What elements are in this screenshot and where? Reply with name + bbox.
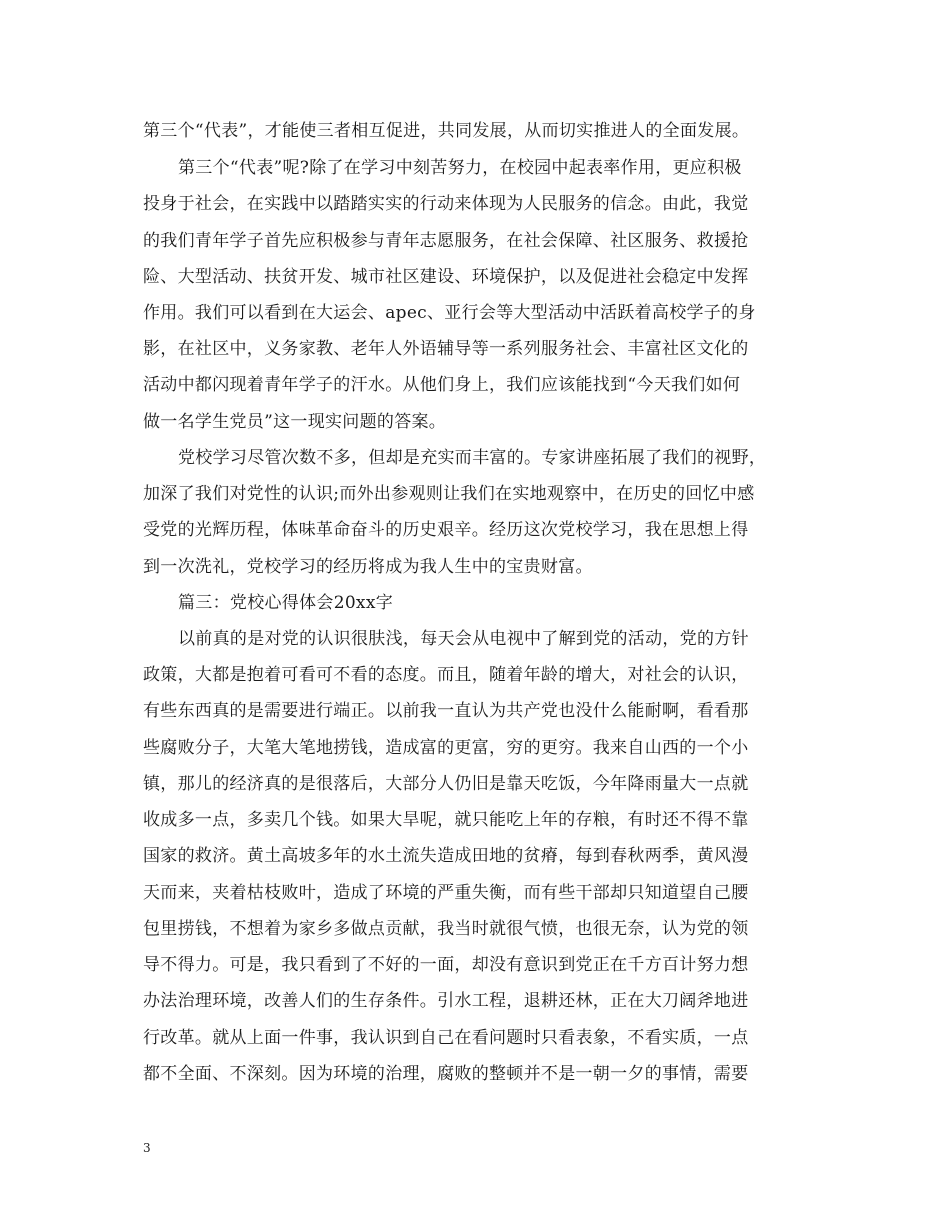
- text-line: 国家的救济。黄土高坡多年的水土流失造成田地的贫瘠，每到春秋两季，黄风漫: [143, 846, 749, 866]
- text-line: 天而来，夹着枯枝败叶，造成了环境的严重失衡，而有些干部却只知道望自己腰: [143, 883, 749, 903]
- text-line: 办法治理环境，改善人们的生存条件。引水工程，退耕还林，正在大刀阔斧地进: [143, 991, 749, 1011]
- text-line: 受党的光辉历程，体味革命奋斗的历史艰辛。经历这次党校学习，我在思想上得: [143, 520, 749, 540]
- text-line: 行改革。就从上面一件事，我认识到自己在看问题时只看表象，不看实质，一点: [143, 1028, 749, 1048]
- text-line: 影，在社区中，义务家教、老年人外语辅导等一系列服务社会、丰富社区文化的: [143, 339, 749, 359]
- text-line: 有些东西真的是需要进行端正。以前我一直认为共产党也没什么能耐啊，看看那: [143, 701, 749, 721]
- text-line: 都不全面、不深刻。因为环境的治理，腐败的整顿并不是一朝一夕的事情，需要: [143, 1064, 749, 1084]
- paragraph-start-line: 以前真的是对党的认识很肤浅，每天会从电视中了解到党的活动，党的方针: [178, 629, 749, 649]
- text-line: 到一次洗礼，党校学习的经历将成为我人生中的宝贵财富。: [143, 557, 593, 577]
- text-line: 收成多一点，多卖几个钱。如果大旱呢，就只能吃上年的存粮，有时还不得不靠: [143, 810, 749, 830]
- text-line: 镇，那儿的经济真的是很落后，大部分人仍旧是靠天吃饭，今年降雨量大一点就: [143, 774, 749, 794]
- text-line: 作用。我们可以看到在大运会、apec、亚行会等大型活动中活跃着高校学子的身: [143, 303, 756, 323]
- text-line: 险、大型活动、扶贫开发、城市社区建设、环境保护，以及促进社会稳定中发挥: [143, 267, 749, 287]
- text-line: 第三个“代表”，才能使三者相互促进，共同发展，从而切实推进人的全面发展。: [143, 121, 750, 141]
- text-line: 加深了我们对党性的认识;而外出参观则让我们在实地观察中，在历史的回忆中感: [143, 484, 755, 504]
- paragraph-start-line: 第三个“代表”呢?除了在学习中刻苦努力，在校园中起表率作用，更应积极: [178, 158, 742, 178]
- text-line: 的我们青年学子首先应积极参与青年志愿服务，在社会保障、社区服务、救援抢: [143, 231, 749, 251]
- text-line: 政策，大都是抱着可看可不看的态度。而且，随着年龄的增大，对社会的认识，: [143, 665, 749, 685]
- text-line: 包里捞钱，不想着为家乡多做点贡献，我当时就很气愤，也很无奈，认为党的领: [143, 919, 749, 939]
- paragraph-start-line: 党校学习尽管次数不多，但却是充实而丰富的。专家讲座拓展了我们的视野，: [178, 448, 767, 468]
- text-line: 做一名学生党员”这一现实问题的答案。: [143, 412, 447, 432]
- text-line: 投身于社会，在实践中以踏踏实实的行动来体现为人民服务的信念。由此，我觉: [143, 194, 749, 214]
- page-number: 3: [143, 1141, 151, 1155]
- section-heading: 篇三：党校心得体会20xx字: [178, 593, 394, 613]
- text-line: 导不得力。可是，我只看到了不好的一面，却没有意识到党正在千方百计努力想: [143, 955, 749, 975]
- text-line: 活动中都闪现着青年学子的汗水。从他们身上，我们应该能找到“今天我们如何: [143, 375, 741, 395]
- text-line: 些腐败分子，大笔大笔地捞钱，造成富的更富，穷的更穷。我来自山西的一个小: [143, 738, 749, 758]
